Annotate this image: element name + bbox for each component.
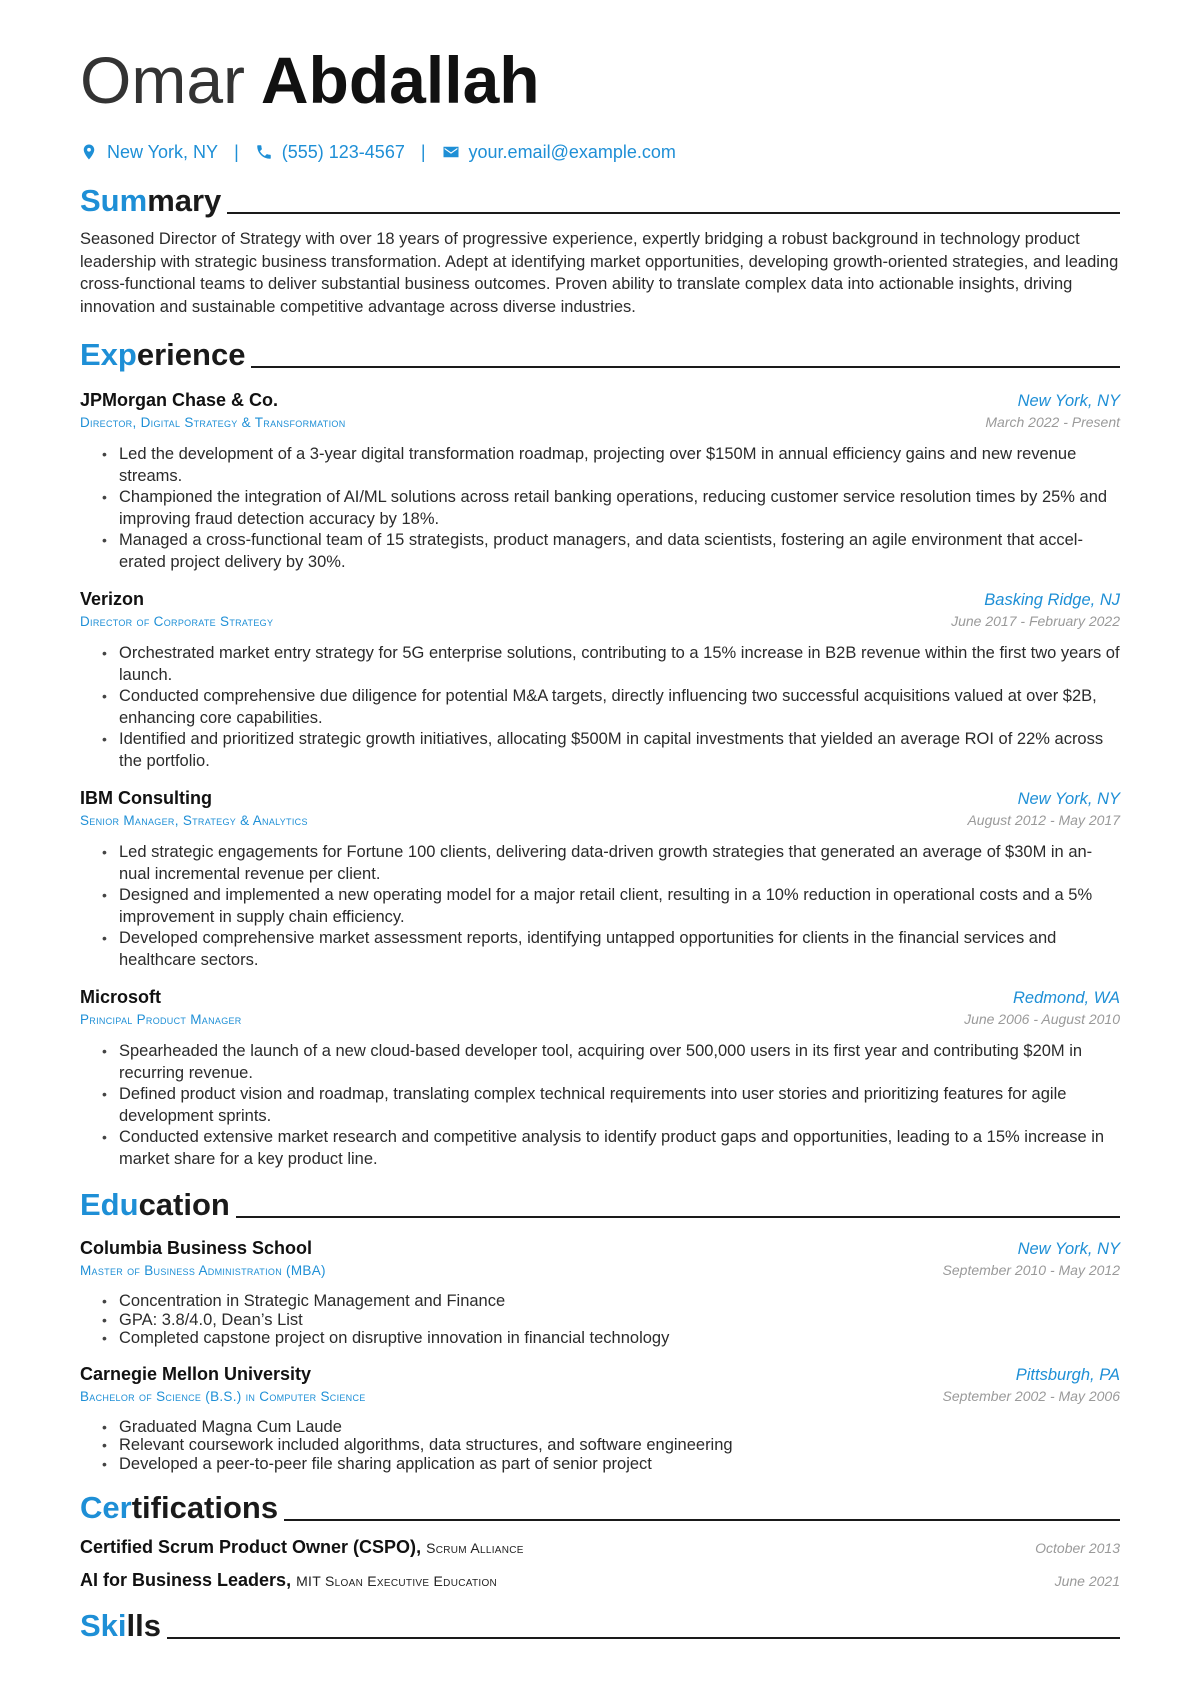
certification-entry: Certified Scrum Product Owner (CSPO), Scrum Alliance October 2013 xyxy=(80,1537,1120,1557)
school-dates: September 2002 - May 2006 xyxy=(942,1387,1120,1404)
contact-phone xyxy=(255,142,405,163)
section-rule xyxy=(236,1216,1120,1218)
job-bullets xyxy=(80,444,1120,573)
bullet-item: • Designed and implemented a new operating model for a major retail client, resulting in a 10% reduction in operational costs and a 5% improvement in supply chain efficiency. xyxy=(102,885,1120,928)
summary-text: Seasoned Director of Strategy with over 18 years of progressive experience, expertly bridging a robust background in technology product leadership with strategic business transformation. Adept at identifying market opportunities, developing growth-oriented strategies, and leading cross-functional teams to deliver substantial business outcomes. Proven ability to translate complex data into actionable insights, driving innovation and sustainable competitive advantage across diverse industries. xyxy=(80,230,1119,316)
location-text: New York, NY xyxy=(107,141,219,162)
experience-entry xyxy=(80,589,1120,772)
experience-entry xyxy=(80,390,1120,573)
email-link[interactable]: your.email@example.com xyxy=(468,141,676,162)
envelope-icon xyxy=(442,143,460,161)
section-rule xyxy=(167,1637,1120,1639)
certification-date: June 2021 xyxy=(1054,1573,1120,1589)
school-dates: September 2010 - May 2012 xyxy=(942,1262,1120,1278)
section-rule xyxy=(284,1519,1120,1521)
section-summary xyxy=(80,180,1120,218)
education-entry xyxy=(80,1238,1120,1348)
bullet-item: • GPA: 3.8/4.0, Dean’s List xyxy=(102,1311,1120,1330)
job-dates: August 2012 - May 2017 xyxy=(967,812,1120,828)
section-experience xyxy=(80,334,1120,372)
education-bullets xyxy=(80,1418,1120,1474)
job-dates: March 2022 - Present xyxy=(985,414,1120,430)
contact-location xyxy=(80,142,218,163)
certification-entry: AI for Business Leaders, MIT Sloan Executive Education June 2021 xyxy=(80,1570,1120,1590)
bullet-item: • Led strategic engagements for Fortune 100 clients, delivering data-driven growth strategies that generated an average of $30M in an-nual incremental revenue per client. xyxy=(102,842,1120,885)
job-title: Principal Product Manager xyxy=(80,1012,242,1027)
certification-date: October 2013 xyxy=(1035,1540,1120,1556)
job-location: Basking Ridge, NJ xyxy=(984,591,1120,609)
job-dates: June 2017 - February 2022 xyxy=(951,613,1120,629)
experience-entry xyxy=(80,788,1120,971)
employer-name: IBM Consulting xyxy=(80,788,212,808)
job-title: Senior Manager, Strategy & Analytics xyxy=(80,813,308,828)
employer-name: JPMorgan Chase & Co. xyxy=(80,390,279,410)
bullet-item: • Identified and prioritized strategic growth initiatives, allocating $500M in capital investments that yielded an average ROI of 22% across the portfolio. xyxy=(102,729,1120,772)
resume-page xyxy=(80,40,1120,1643)
section-rule xyxy=(227,212,1120,214)
phone-icon xyxy=(255,143,273,161)
section-rule xyxy=(251,366,1120,368)
degree: Master of Business Administration (MBA) xyxy=(80,1263,326,1278)
candidate-name xyxy=(80,40,1120,120)
school-location: New York, NY xyxy=(1017,1240,1120,1258)
section-title: Skills xyxy=(80,1608,161,1643)
bullet-item: • Developed comprehensive market assessment reports, identifying untapped opportunities for clients in the financial services and healthcare sectors. xyxy=(102,928,1120,971)
job-dates: June 2006 - August 2010 xyxy=(964,1011,1120,1027)
last-name: Abdallah xyxy=(260,43,540,117)
bullet-item: • Spearheaded the launch of a new cloud-based developer tool, acquiring over 500,000 users in its first year and contributing $20M in recurring revenue. xyxy=(102,1041,1120,1084)
bullet-item: • Relevant coursework included algorithms, data structures, and software engineering xyxy=(102,1436,1120,1455)
section-skills xyxy=(80,1605,1120,1643)
bullet-item: • Developed a peer-to-peer file sharing application as part of senior project xyxy=(102,1455,1120,1474)
school-location: Pittsburgh, PA xyxy=(1015,1365,1120,1384)
contact-separator: | xyxy=(234,141,239,162)
job-title: Director, Digital Strategy & Transformation xyxy=(80,415,346,430)
bullet-item: • Managed a cross-functional team of 15 strategists, product managers, and data scientists, fostering an agile environment that accel-erated project delivery by 30%. xyxy=(102,530,1120,573)
bullet-item: • Conducted extensive market research and competitive analysis to identify product gaps and opportunities, leading to a 15% increase in market share for a key product line. xyxy=(102,1127,1120,1170)
certification-name: AI for Business Leaders xyxy=(80,1570,287,1590)
education-entry xyxy=(80,1364,1120,1474)
bullet-item: • Graduated Magna Cum Laude xyxy=(102,1418,1120,1437)
job-location: Redmond, WA xyxy=(1013,989,1120,1007)
job-bullets xyxy=(80,842,1120,971)
first-name: Omar xyxy=(80,43,245,117)
employer-name: Microsoft xyxy=(80,987,161,1007)
employer-name: Verizon xyxy=(80,589,145,609)
certification-issuer: MIT Sloan Executive Education xyxy=(296,1573,498,1589)
job-bullets xyxy=(80,643,1120,772)
section-title: Education xyxy=(80,1187,230,1222)
bullet-item: • Defined product vision and roadmap, translating complex technical requirements into user stories and prioritizing features for agile development sprints. xyxy=(102,1084,1120,1127)
school-name: Carnegie Mellon University xyxy=(80,1363,312,1384)
bullet-item: • Conducted comprehensive due diligence for potential M&A targets, directly influencing two successful acquisitions valued at over $2B, enhancing core capabilities. xyxy=(102,686,1120,729)
job-bullets xyxy=(80,1041,1120,1170)
education-bullets xyxy=(80,1292,1120,1348)
phone-text: (555) 123-4567 xyxy=(281,141,405,162)
contact-line xyxy=(80,138,1120,166)
experience-entry xyxy=(80,987,1120,1170)
map-pin-icon xyxy=(80,143,98,161)
section-title: Summary xyxy=(80,183,222,218)
section-certifications xyxy=(80,1487,1120,1525)
bullet-item: • Orchestrated market entry strategy for 5G enterprise solutions, contributing to a 15% increase in B2B revenue within the first two years of launch. xyxy=(102,643,1120,686)
section-education xyxy=(80,1184,1120,1222)
section-title: Experience xyxy=(80,337,246,372)
bullet-item: • Championed the integration of AI/ML solutions across retail banking operations, reducing customer service resolution times by 25% and improving fraud detection accuracy by 18%. xyxy=(102,487,1120,530)
certification-issuer: Scrum Alliance xyxy=(426,1540,524,1556)
job-title: Director of Corporate Strategy xyxy=(80,614,274,629)
job-location: New York, NY xyxy=(1017,790,1120,808)
section-title: Certifications xyxy=(80,1490,279,1525)
contact-separator: | xyxy=(420,141,426,162)
school-name: Columbia Business School xyxy=(80,1238,313,1258)
contact-email[interactable] xyxy=(442,142,676,163)
job-location: New York, NY xyxy=(1017,392,1120,410)
bullet-item: • Completed capstone project on disruptive innovation in financial technology xyxy=(102,1329,1120,1348)
bullet-item: • Concentration in Strategic Management and Finance xyxy=(102,1292,1120,1311)
bullet-item: • Led the development of a 3-year digital transformation roadmap, projecting over $150M in annual efficiency gains and new revenue streams. xyxy=(102,444,1120,487)
certification-name: Certified Scrum Product Owner (CSPO) xyxy=(80,1537,417,1557)
degree: Bachelor of Science (B.S.) in Computer Science xyxy=(80,1388,366,1404)
